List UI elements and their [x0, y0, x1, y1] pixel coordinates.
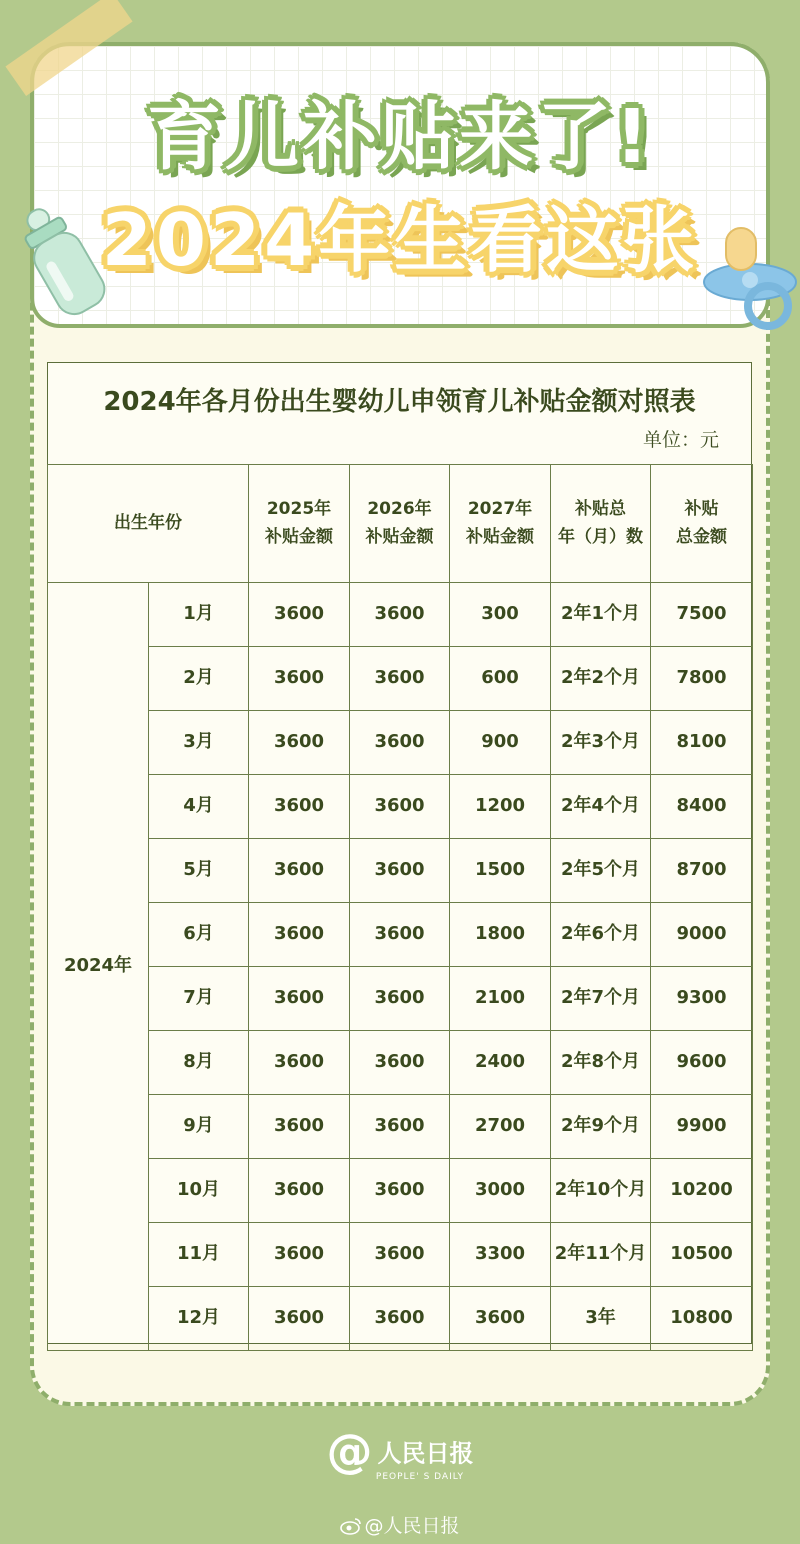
subsidy-2027-cell: 1500 [450, 839, 551, 903]
header-total [651, 465, 753, 583]
subsidy-2026-cell: 3600 [350, 839, 450, 903]
birth-year-cell: 2024年 [48, 583, 149, 1351]
subsidy-2026-cell: 3600 [350, 1223, 450, 1287]
subsidy-table [47, 464, 753, 1351]
table-row [48, 1031, 753, 1095]
subsidy-2027-cell: 1800 [450, 903, 551, 967]
month-cell: 11月 [149, 1223, 249, 1287]
subsidy-2026-cell: 3600 [350, 583, 450, 647]
total-amount-cell: 8100 [651, 711, 753, 775]
subsidy-2026-cell: 3600 [350, 1031, 450, 1095]
subsidy-2025-cell: 3600 [249, 1095, 350, 1159]
total-amount-cell: 7500 [651, 583, 753, 647]
subsidy-2027-cell: 2100 [450, 967, 551, 1031]
baby-bottle-icon [14, 196, 124, 326]
header-text: 补贴总 [575, 499, 626, 520]
duration-cell: 2年2个月 [551, 647, 651, 711]
header-text: 年（月）数 [558, 526, 643, 547]
table-row [48, 839, 753, 903]
table-row [48, 1223, 753, 1287]
subsidy-2025-cell: 3600 [249, 1287, 350, 1351]
table-row [48, 583, 753, 647]
table-unit: 单位：元 [642, 429, 719, 451]
subsidy-2025-cell: 3600 [249, 967, 350, 1031]
duration-cell: 2年6个月 [551, 903, 651, 967]
weibo-icon [340, 1517, 362, 1535]
table-row [48, 967, 753, 1031]
subsidy-2025-cell: 3600 [249, 647, 350, 711]
subsidy-2027-cell: 600 [450, 647, 551, 711]
subsidy-2027-cell: 3000 [450, 1159, 551, 1223]
subsidy-2026-cell: 3600 [350, 1287, 450, 1351]
subsidy-2026-cell: 3600 [350, 775, 450, 839]
total-amount-cell: 10800 [651, 1287, 753, 1351]
duration-cell: 2年4个月 [551, 775, 651, 839]
subsidy-2027-cell: 3600 [450, 1287, 551, 1351]
subsidy-2026-cell: 3600 [350, 967, 450, 1031]
subsidy-2026-cell: 3600 [350, 903, 450, 967]
subsidy-2027-cell: 2700 [450, 1095, 551, 1159]
month-cell: 3月 [149, 711, 249, 775]
table-title: 2024年各月份出生婴幼儿申领育儿补贴金额对照表 [103, 387, 696, 417]
month-cell: 1月 [149, 583, 249, 647]
subsidy-2027-cell: 900 [450, 711, 551, 775]
header-text: 2027年 [467, 499, 533, 520]
table-row [48, 647, 753, 711]
total-amount-cell: 10500 [651, 1223, 753, 1287]
subsidy-2027-cell: 2400 [450, 1031, 551, 1095]
header-2027 [450, 465, 551, 583]
table-row [48, 775, 753, 839]
total-amount-cell: 9600 [651, 1031, 753, 1095]
month-cell: 2月 [149, 647, 249, 711]
poster-title-line1: 育儿补贴来了! [147, 94, 653, 180]
duration-cell: 2年10个月 [551, 1159, 651, 1223]
pacifier-icon [700, 220, 800, 335]
subsidy-2025-cell: 3600 [249, 903, 350, 967]
duration-cell: 3年 [551, 1287, 651, 1351]
subsidy-2025-cell: 3600 [249, 1159, 350, 1223]
table-row [48, 1287, 753, 1351]
subsidy-2026-cell: 3600 [350, 1095, 450, 1159]
header-text: 2026年 [367, 499, 432, 520]
header-text: 总金额 [676, 526, 727, 547]
subsidy-2027-cell: 1200 [450, 775, 551, 839]
header-2025 [249, 465, 350, 583]
subsidy-2025-cell: 3600 [249, 839, 350, 903]
month-cell: 10月 [149, 1159, 249, 1223]
total-amount-cell: 9900 [651, 1095, 753, 1159]
month-cell: 4月 [149, 775, 249, 839]
subsidy-2026-cell: 3600 [350, 1159, 450, 1223]
subsidy-2025-cell: 3600 [249, 1031, 350, 1095]
table-header-row [48, 465, 753, 583]
month-cell: 7月 [149, 967, 249, 1031]
duration-cell: 2年3个月 [551, 711, 651, 775]
duration-cell: 2年9个月 [551, 1095, 651, 1159]
table-row [48, 1095, 753, 1159]
weibo-footer[interactable] [0, 1511, 800, 1538]
weibo-account: @人民日报 [364, 1515, 460, 1537]
total-amount-cell: 8700 [651, 839, 753, 903]
header-birth-year: 出生年份 [48, 465, 249, 583]
total-amount-cell: 8400 [651, 775, 753, 839]
poster-title-line2: 2024年生看这张 [101, 198, 699, 282]
logo-at-symbol: @ [326, 1424, 373, 1478]
header-2026 [350, 465, 450, 583]
header-text: 2025年 [266, 499, 332, 520]
logo-english-name: PEOPLE' S DAILY [375, 1472, 465, 1482]
duration-cell: 2年11个月 [551, 1223, 651, 1287]
logo-chinese-name: 人民日报 [377, 1439, 474, 1468]
subsidy-2027-cell: 300 [450, 583, 551, 647]
subsidy-2027-cell: 3300 [450, 1223, 551, 1287]
subsidy-2025-cell: 3600 [249, 583, 350, 647]
table-row [48, 903, 753, 967]
subsidy-2025-cell: 3600 [249, 1223, 350, 1287]
subsidy-2026-cell: 3600 [350, 711, 450, 775]
total-amount-cell: 9000 [651, 903, 753, 967]
subsidy-2025-cell: 3600 [249, 711, 350, 775]
subsidy-table-panel [47, 362, 752, 1344]
month-cell: 12月 [149, 1287, 249, 1351]
month-cell: 5月 [149, 839, 249, 903]
header-text: 补贴金额 [265, 526, 333, 547]
total-amount-cell: 7800 [651, 647, 753, 711]
header-text: 补贴金额 [466, 526, 534, 547]
month-cell: 9月 [149, 1095, 249, 1159]
total-amount-cell: 10200 [651, 1159, 753, 1223]
subsidy-2025-cell: 3600 [249, 775, 350, 839]
header-text: 补贴 [684, 499, 719, 520]
table-row [48, 711, 753, 775]
header-text: 补贴金额 [365, 526, 434, 547]
duration-cell: 2年8个月 [551, 1031, 651, 1095]
table-row [48, 1159, 753, 1223]
people-daily-logo [0, 1424, 800, 1482]
subsidy-2026-cell: 3600 [350, 647, 450, 711]
total-amount-cell: 9300 [651, 967, 753, 1031]
duration-cell: 2年7个月 [551, 967, 651, 1031]
month-cell: 8月 [149, 1031, 249, 1095]
duration-cell: 2年1个月 [551, 583, 651, 647]
duration-cell: 2年5个月 [551, 839, 651, 903]
header-duration [551, 465, 651, 583]
month-cell: 6月 [149, 903, 249, 967]
